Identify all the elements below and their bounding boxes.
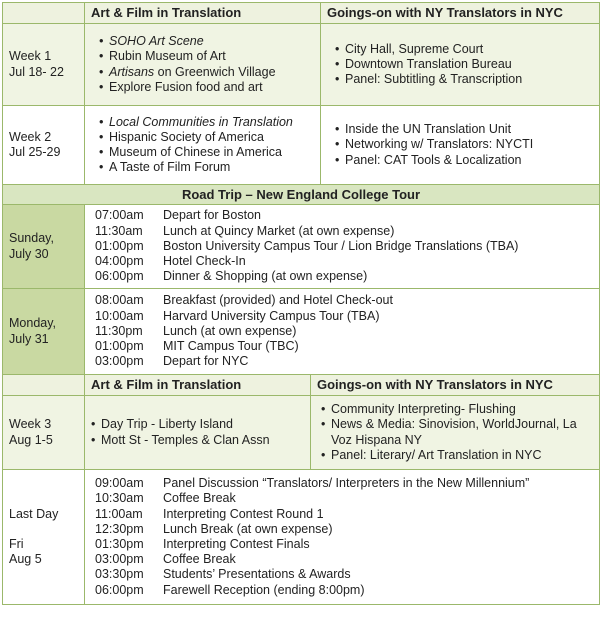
list-item: • Community Interpreting- Flushing	[321, 402, 593, 417]
monday-schedule-cell	[85, 289, 600, 375]
list-item: • SOHO Art Scene	[99, 34, 314, 49]
week3-label	[3, 396, 85, 470]
schedule-event: Depart for Boston	[163, 208, 261, 223]
schedule-event: Harvard University Campus Tour (TBA)	[163, 308, 380, 323]
header-empty-cell	[3, 3, 85, 24]
header-goings-on: Goings-on with NY Translators in NYC	[321, 3, 600, 24]
list-item: • Panel: CAT Tools & Localization	[335, 153, 593, 168]
lastday-label-line1: Last Day	[9, 506, 59, 521]
list-item: • Panel: Literary/ Art Translation in NYC	[321, 448, 593, 463]
week1-nyc-cell	[321, 24, 600, 106]
week2-nyc-cell	[321, 106, 600, 185]
week3-nyc-list	[317, 402, 593, 463]
schedule-event: Coffee Break	[163, 491, 236, 506]
roadtrip-banner-row	[3, 185, 600, 205]
schedule-time: 11:30pm	[95, 323, 143, 338]
italic-text: Artisans	[109, 64, 155, 79]
schedule-time: 03:30pm	[95, 567, 144, 582]
week3-label-line1: Week 3	[9, 417, 52, 432]
header-row-1	[3, 3, 600, 24]
schedule-time: 12:30pm	[95, 521, 144, 536]
schedule-time: 06:00pm	[95, 269, 144, 284]
lastday-schedule	[91, 476, 593, 598]
header-art-film: Art & Film in Translation	[85, 3, 321, 24]
sunday-row	[3, 205, 600, 289]
lastday-schedule-cell	[85, 470, 600, 605]
week2-art-list	[91, 115, 314, 176]
lastday-label-line2: Fri	[9, 536, 24, 551]
week2-label-line1: Week 2	[9, 129, 52, 144]
schedule-time: 10:00am	[95, 308, 144, 323]
week1-art-list	[91, 34, 314, 95]
list-item: • Hispanic Society of America	[99, 130, 314, 145]
header-art-film: Art & Film in Translation	[85, 375, 311, 396]
monday-label-line1: Monday,	[9, 316, 57, 331]
header-empty-cell	[3, 375, 85, 396]
week3-row	[3, 396, 600, 470]
schedule-time: 01:30pm	[95, 537, 144, 551]
lastday-label-line3: Aug 5	[9, 552, 42, 567]
schedule-event: Dinner & Shopping (at own expense)	[163, 269, 368, 284]
week2-label	[3, 106, 85, 185]
schedule-time: 11:30am	[95, 223, 143, 238]
schedule-event: Interpreting Contest Finals	[163, 537, 310, 551]
schedule-event: Depart for NYC	[163, 354, 249, 369]
list-item	[99, 65, 314, 80]
schedule-event: Lunch Break (at own expense)	[163, 521, 333, 536]
list-item: • Panel: Subtitling & Transcription	[335, 72, 593, 87]
lastday-row	[3, 470, 600, 605]
schedule-event: Interpreting Contest Round 1	[163, 506, 324, 521]
schedule-time: 11:00am	[95, 506, 143, 521]
week1-row	[3, 24, 600, 106]
header-row-2	[3, 375, 600, 396]
schedule-event: Breakfast (provided) and Hotel Check-out	[163, 293, 393, 308]
schedule-time: 06:00pm	[95, 582, 144, 597]
list-item: • Downtown Translation Bureau	[335, 57, 593, 72]
monday-label-line2: July 31	[9, 331, 49, 346]
schedule-time: 10:30am	[95, 491, 144, 506]
schedule-time: 01:00pm	[95, 339, 144, 354]
list-item: • News & Media: Sinovision, WorldJournal, La Voz Hispana NY	[321, 417, 593, 447]
lastday-label	[3, 470, 85, 605]
schedule-time: 03:00pm	[95, 354, 144, 369]
week3-nyc-cell	[311, 396, 600, 470]
monday-label	[3, 289, 85, 375]
schedule-event: Hotel Check-In	[163, 254, 246, 269]
schedule-time: 01:00pm	[95, 238, 144, 253]
schedule-table-part2	[2, 374, 600, 605]
monday-schedule	[91, 293, 593, 369]
schedule-event: Coffee Break	[163, 552, 236, 567]
list-item: • Day Trip - Liberty Island	[91, 417, 304, 432]
roadtrip-title: Road Trip – New England College Tour	[3, 185, 600, 205]
list-item: • Mott St - Temples & Clan Assn	[91, 433, 304, 448]
schedule-event: MIT Campus Tour (TBC)	[163, 339, 299, 354]
week3-label-line2: Aug 1-5	[9, 432, 53, 447]
schedule-event: Students’ Presentations & Awards	[163, 567, 351, 582]
schedule-table	[2, 2, 600, 375]
week1-nyc-list	[327, 42, 593, 88]
list-item: • A Taste of Film Forum	[99, 160, 314, 175]
schedule-event: Boston University Campus Tour / Lion Bridge Translations (TBA)	[163, 238, 519, 253]
week1-art-cell	[85, 24, 321, 106]
schedule-time: 07:00am	[95, 208, 144, 223]
week3-art-cell	[85, 396, 311, 470]
schedule-time: 03:00pm	[95, 552, 144, 567]
week1-label-line2: Jul 18- 22	[9, 64, 64, 79]
schedule-event: Panel Discussion “Translators/ Interpreters in the New Millennium”	[163, 476, 530, 491]
list-item: • Local Communities in Translation	[99, 115, 314, 130]
list-item: • City Hall, Supreme Court	[335, 42, 593, 57]
schedule-event: Farewell Reception (ending 8:00pm)	[163, 582, 365, 597]
schedule-document	[2, 2, 599, 605]
schedule-time: 09:00am	[95, 476, 144, 491]
header-goings-on: Goings-on with NY Translators in NYC	[311, 375, 600, 396]
list-item: • Inside the UN Translation Unit	[335, 122, 593, 137]
sunday-schedule-cell	[85, 205, 600, 289]
schedule-event: Lunch at Quincy Market (at own expense)	[163, 223, 395, 238]
sunday-schedule	[91, 208, 593, 284]
schedule-time: 08:00am	[95, 293, 144, 308]
week2-label-line2: Jul 25-29	[9, 145, 61, 159]
list-item: • Museum of Chinese in America	[99, 145, 314, 160]
week2-art-cell	[85, 106, 321, 185]
week1-label-line1: Week 1	[9, 49, 52, 64]
week2-row	[3, 106, 600, 185]
week1-label	[3, 24, 85, 106]
list-item: • Networking w/ Translators: NYCTI	[335, 137, 593, 152]
list-item: • Rubin Museum of Art	[99, 49, 314, 64]
schedule-time: 04:00pm	[95, 254, 144, 269]
sunday-label	[3, 205, 85, 289]
monday-row	[3, 289, 600, 375]
sunday-label-line1: Sunday,	[9, 231, 54, 246]
week3-art-list	[91, 417, 304, 447]
sunday-label-line2: July 30	[9, 246, 49, 261]
list-item: • Explore Fusion food and art	[99, 80, 314, 95]
week2-nyc-list	[327, 122, 593, 168]
plain-text: on Greenwich Village	[154, 64, 276, 79]
schedule-event: Lunch (at own expense)	[163, 323, 297, 338]
